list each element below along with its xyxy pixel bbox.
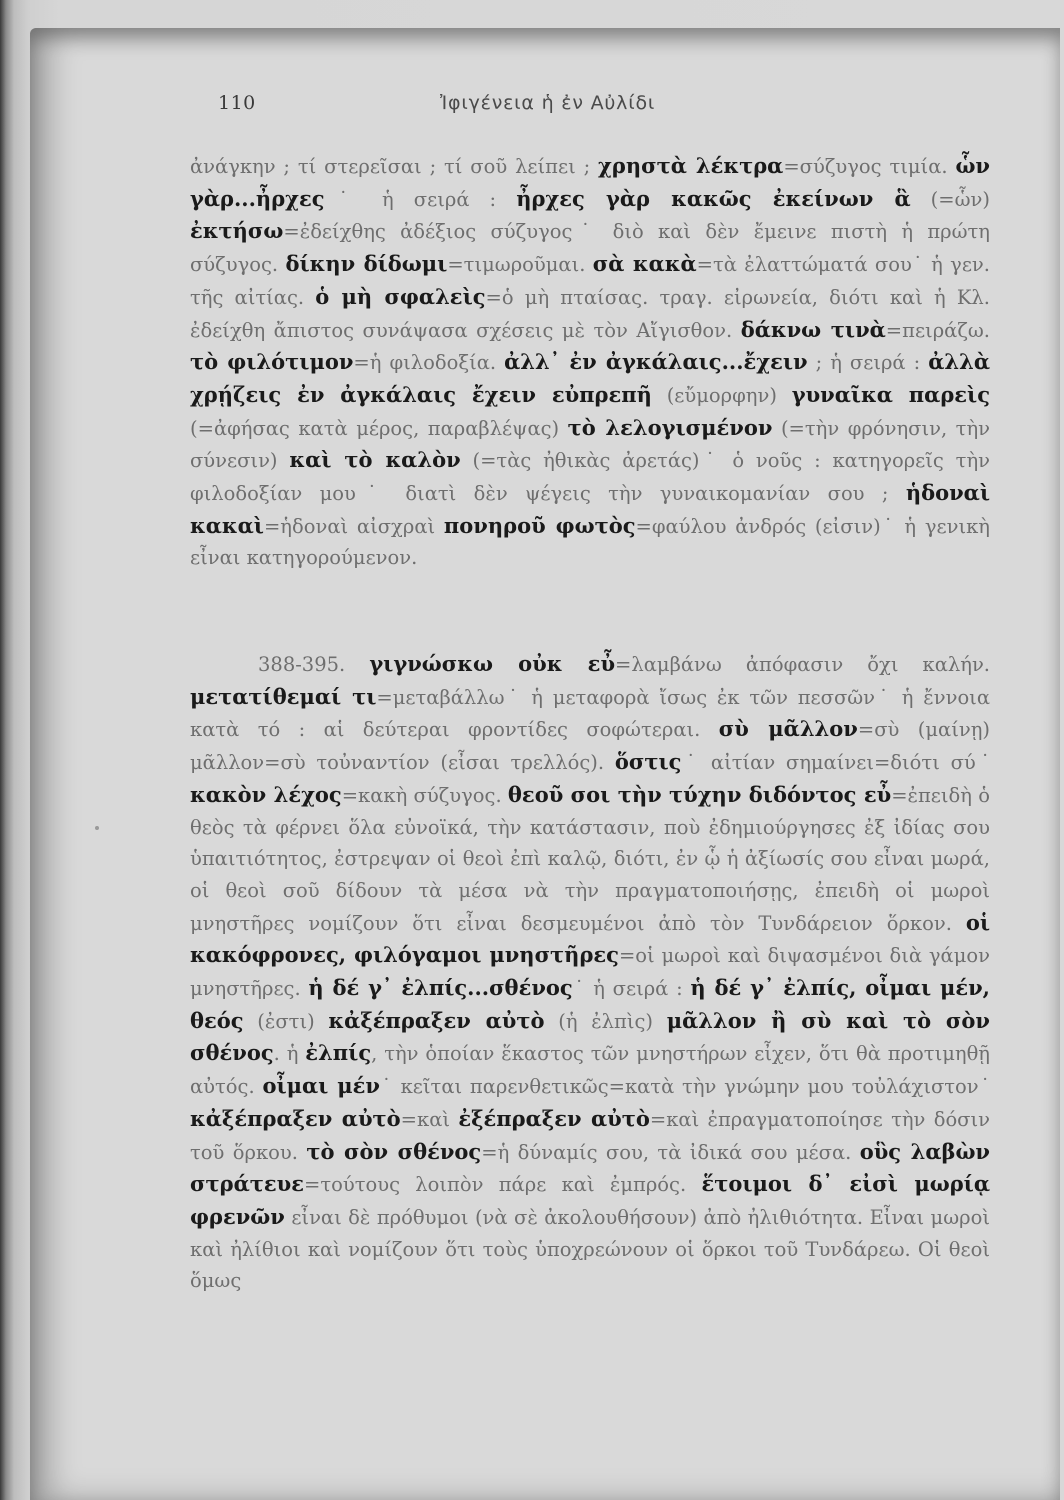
gloss-text: =καὶ ἐπραγματοποίησε τὴν δόσιν τοῦ ὅρκου. <box>190 1107 990 1164</box>
commentary-paragraph <box>190 648 990 1297</box>
gloss-text: =οἱ μωροὶ καὶ διψασμένοι διὰ γάμον μνηστῆρες. <box>190 944 990 1001</box>
gloss-text: (εὔμορφην) <box>651 383 792 407</box>
margin-mark <box>95 826 99 830</box>
headword: δάκνω τινὰ <box>740 316 886 342</box>
running-head: Ἰφιγένεια ἡ ἐν Αὐλίδι <box>440 92 656 114</box>
headword: ἀλλ᾽ ἐν ἀγκάλαις...ἔχειν <box>504 349 808 375</box>
headword: ἕτοιμοι δ᾽ εἰσὶ μωρίᾳ φρενῶν <box>190 1171 990 1229</box>
headword: ὁ μὴ σφαλεὶς <box>315 283 486 309</box>
gloss-text: =ἐπειδὴ ὁ θεὸς τὰ φέρνει ὅλα εὐνοϊκά, τὴν κατάστασιν, ποὺ ἐδημιούργησες ἐξ ἰδίας σου ὑπαιτιότητος, ἐστρεψαν οἱ θεοὶ ἐπὶ καλῷ, διότι, ἐν ᾧ ἡ ἀξίωσίς σου εἶναι μωρά, οἱ θεοὶ σοῦ δίδουν τὰ μέσα νὰ τὴν πραγματοποιήσῃς, ἐπειδὴ οἱ μωροὶ μνηστῆρες νομίζουν ὅτι εἶναι δεσμευμένοι ἀπὸ τὸν Τυνδάρειον ὅρκον. <box>190 783 990 935</box>
headword: ἐξέπραξεν αὐτὸ <box>458 1105 650 1131</box>
gloss-text: =λαμβάνω ἀπόφασιν ὄχι καλήν. <box>615 653 991 676</box>
headword: ἐλπίς <box>305 1040 372 1066</box>
gloss-text: =πειράζω. <box>885 318 990 342</box>
headword: ἡ δέ γ᾽ ἐλπίς...σθένος <box>308 975 573 1001</box>
gloss-text: ˙ κεῖται παρενθετικῶς=κατὰ τὴν γνώμην μου τοὐλάχιστον˙ <box>379 1075 990 1099</box>
headword: γιγνώσκω οὐκ εὖ <box>369 651 616 676</box>
headword: γυναῖκα παρεὶς <box>791 381 991 407</box>
gloss-text: (ἡ ἐλπὶς) <box>544 1009 667 1033</box>
gloss-text: ˙ ἡ σειρά : <box>324 187 517 211</box>
gloss-text: =ἡ δύναμίς σου, τὰ ἰδικά σου μέσα. <box>481 1140 860 1164</box>
gloss-text: (ἐστι) <box>243 1009 329 1033</box>
headword: κακὸν λέχος <box>190 781 342 807</box>
gloss-text: =φαύλου ἀνδρός (εἰσιν)˙ ἡ γενικὴ εἶναι κατηγορούμενον. <box>190 514 990 570</box>
gloss-text: =ἡδοναὶ αἰσχραὶ <box>263 514 444 538</box>
gloss-text: ˙ ἡ σειρά : <box>572 977 691 1001</box>
headword: ἡδοναὶ κακαὶ <box>190 480 990 538</box>
headword: μᾶλλον ἢ σὺ καὶ τὸ σὸν σθένος <box>190 1007 990 1066</box>
headword: κἀξέπραξεν αὐτὸ <box>190 1105 401 1131</box>
gloss-text: =ὁ μὴ πταίσας. τραγ. εἰρωνεία, διότι καὶ ἡ Κλ. ἐδείχθη ἄπιστος συνάψασα σχέσεις μὲ τὸν Αἴγισθον. <box>190 285 990 342</box>
gloss-text: 388-395. <box>258 653 370 676</box>
page-header <box>0 92 1064 122</box>
commentary-paragraph <box>190 150 990 574</box>
headword: θεοῦ σοι τὴν τύχην διδόντος εὖ <box>507 781 892 807</box>
headword: χρηστὰ λέκτρα <box>598 153 784 178</box>
page-number: 110 <box>218 92 256 114</box>
gloss-text: =τὰ ἐλαττώματά σου˙ ἡ γεν. τῆς αἰτίας. <box>190 253 990 309</box>
gloss-text: (=τὰς ἠθικὰς ἀρετάς)˙ ὁ νοῦς : κατηγορεῖς τὴν φιλοδοξίαν μου˙ διατὶ δὲν ψέγεις τὴν γυναικομανίαν σου ; <box>190 449 990 506</box>
gloss-text: =μεταβάλλω˙ ἡ μεταφορὰ ἴσως ἐκ τῶν πεσσῶν˙ ἡ ἔννοια κατὰ τό : αἱ δεύτεραι φροντίδες σοφώτεραι. <box>190 685 990 742</box>
gloss-text: =καὶ <box>400 1107 459 1131</box>
headword: πονηροῦ φωτὸς <box>443 512 636 538</box>
headword: σὰ κακὰ <box>592 251 697 277</box>
headword: οἶμαι μέν <box>262 1073 380 1099</box>
gloss-text: , τὴν ὁποίαν ἕκαστος τῶν μνηστήρων εἶχεν, ὅτι θὰ προτιμηθῇ αὐτός. <box>190 1042 990 1099</box>
gloss-text: =σὺ (μαίνῃ) μᾶλλον=σὺ τοὐναντίον (εἶσαι τρελλός). <box>190 718 990 775</box>
headword: δίκην δίδωμι <box>285 251 448 277</box>
headword: ἡ δέ γ᾽ ἐλπίς, οἶμαι μέν, θεός <box>190 975 990 1033</box>
headword: τὸ λελογισμένον <box>567 414 773 440</box>
gloss-text: ; ἡ σειρά : <box>807 351 929 375</box>
headword: ἐκτήσω <box>190 218 284 244</box>
gloss-text: ˙ αἰτίαν σημαίνει=διότι σύ˙ <box>681 751 991 775</box>
headword: καὶ τὸ καλὸν <box>289 447 461 473</box>
headword: ὅστις <box>614 749 682 775</box>
gloss-text: εἶναι δὲ πρόθυμοι (νὰ σὲ ἀκολουθήσουν) ἀπὸ ἠλιθιότητα. Εἶναι μωροὶ καὶ ἠλίθιοι καὶ νομίζουν ὅτι τοὺς ὑποχρεώνουν οἱ ὅρκοι τοῦ Τυνδάρεω. Οἱ θεοὶ ὅμως <box>190 1205 990 1293</box>
gloss-text: =τιμωροῦμαι. <box>447 253 593 277</box>
headword: τὸ σὸν σθένος <box>306 1138 482 1164</box>
gloss-text: ἀνάγκην ; τί στερεῖσαι ; τί σοῦ λείπει ; <box>190 155 599 178</box>
gloss-text: =τούτους λοιπὸν πάρε καὶ ἐμπρός. <box>303 1173 702 1197</box>
headword: κἀξέπραξεν αὐτὸ <box>328 1007 545 1033</box>
gloss-text: (=τὴν φρόνησιν, τὴν σύνεσιν) <box>190 416 990 473</box>
gloss-text: . ἡ <box>273 1042 306 1066</box>
gloss-text: (=ὧν) <box>910 187 990 211</box>
headword: μετατίθεμαί τι <box>190 683 377 709</box>
headword: ἀλλὰ χρῄζεις ἐν ἀγκάλαις ἔχειν εὐπρεπῆ <box>190 349 990 407</box>
gloss-text: =ἡ φιλοδοξία. <box>353 351 505 375</box>
gloss-text: (=ἀφήσας κατὰ μέρος, παραβλέψας) <box>190 416 568 440</box>
gloss-text: =σύζυγος τιμία. <box>783 155 956 178</box>
headword: οἱ κακόφρονες, φιλόγαμοι μνηστῆρες <box>190 909 990 968</box>
headword: τὸ φιλότιμον <box>190 349 354 375</box>
headword: ὧν γὰρ...ἦρχες <box>190 153 991 211</box>
headword: οὓς λαβὼν στράτευε <box>190 1138 991 1197</box>
gloss-text: =κακὴ σύζυγος. <box>341 783 508 807</box>
headword: ἦρχες γὰρ κακῶς ἐκείνων ἃ <box>516 185 911 211</box>
headword: σὺ μᾶλλον <box>718 716 858 742</box>
gloss-text: =ἐδείχθης ἀδέξιος σύζυγος˙ διὸ καὶ δὲν ἔμεινε πιστὴ ἡ πρώτη σύζυγος. <box>190 220 990 277</box>
